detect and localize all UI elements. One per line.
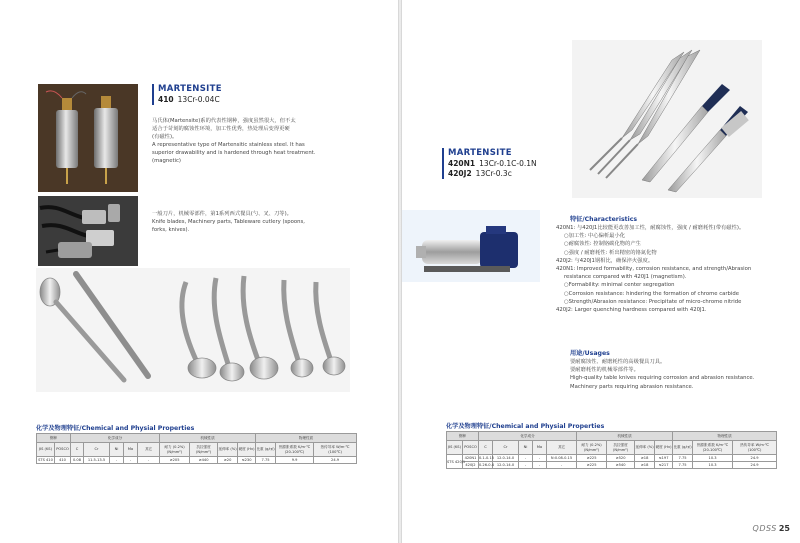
properties-table — [36, 433, 357, 464]
table-cell: ≤230 — [238, 457, 256, 464]
description-text — [152, 117, 352, 165]
table-row — [37, 457, 357, 464]
grade-line — [448, 159, 537, 169]
table-cell: - — [110, 457, 124, 464]
table-row — [447, 455, 777, 462]
table-cell: N:0.08-0.15 — [547, 455, 577, 462]
table-cell: 410 — [55, 457, 71, 464]
usages-cn-line: 要耐腐蚀性、耐磨耗性的高级餐具刀具。 — [570, 359, 666, 365]
group-header-row — [447, 432, 777, 441]
cutlery-ladles-photo — [36, 268, 350, 392]
usages-cn-line: 要耐磨耗性的机械零部件等。 — [570, 367, 639, 374]
table-cell: 24.9 — [314, 457, 357, 464]
ladles-illustration — [36, 268, 350, 392]
table-cell: 0.26-0.4 — [479, 463, 495, 467]
group-header-chemical: 化学成分 — [479, 432, 577, 441]
characteristics-cn-line: 420N1: 与420J1比较能更改善加工性，耐腐蚀性，强度 / 耐磨耗性(带有磁性)。 — [556, 225, 745, 231]
table-cell: 12.0-14.0 — [493, 455, 519, 462]
grade-code: 420N1 — [448, 159, 476, 168]
grade-line — [448, 169, 537, 179]
table-cell: ≥205 — [160, 457, 190, 464]
characteristics-title: 特征/Characteristics — [570, 216, 638, 223]
description-cn-line: 适合于苛刻的腐蚀性环境，加工性优秀，热处理后变得更硬 — [152, 126, 290, 132]
left-page — [0, 0, 398, 543]
cylinder-parts-photo — [38, 84, 138, 192]
applications-en-line: Knife blades, Machinery parts, Tableware cutlery (spoons, — [152, 219, 305, 225]
grade-line — [158, 95, 222, 105]
description-en-line: superior drawability and is hardened through heat treatment. — [152, 150, 316, 156]
usages-en-line: Machinery parts requiring abrasion resistance. — [570, 383, 694, 390]
col-header: Ni — [110, 443, 124, 457]
characteristics-en-line: ○Formability: minimal center segregation — [564, 282, 675, 289]
heading-title: MARTENSITE — [448, 148, 512, 158]
table-cell: - — [519, 462, 533, 469]
col-header: Ni — [519, 441, 533, 455]
grade-composition: 13Cr-0.1C-0.1N — [479, 159, 537, 168]
table-cell: ≥18 — [635, 455, 655, 462]
column-header-row — [37, 443, 357, 457]
col-header: 硬度 (Hv) — [238, 443, 256, 457]
col-header: 抗拉强度 (N/mm²) — [190, 443, 218, 457]
col-header: JIS (KS) — [37, 443, 55, 457]
column-header-row — [447, 441, 777, 455]
group-header-physical: 物理性质 — [256, 434, 357, 443]
table-cell: ≥225 — [577, 455, 607, 462]
col-header: 热传导率 W/m·℃ (100℃) — [314, 443, 357, 457]
col-header: 热膨胀系数 K/m·℃ (20-100℃) — [693, 441, 733, 455]
group-header-chemical: 化学成分 — [71, 434, 160, 443]
table-cell: 7.75 — [256, 457, 276, 464]
col-header: 耐力 (0.2%) (N/mm²) — [577, 441, 607, 455]
group-header-steel: 钢种 — [37, 434, 71, 443]
group-header-mechanical: 机械性质 — [160, 434, 256, 443]
col-header: C — [479, 441, 493, 455]
table-cell: STS 410 — [38, 458, 53, 462]
col-header: 耐力 (0.2%) (N/mm²) — [160, 443, 190, 457]
cylinder-parts-illustration — [38, 84, 138, 192]
table-cell: - — [519, 455, 533, 462]
table-cell: ≤197 — [655, 455, 673, 462]
characteristics-en-line: 420N1: Improved formability, corrosion resistance, and strength/Abrasion — [556, 266, 752, 273]
table-cell: ≥520 — [607, 455, 635, 462]
characteristics-text — [556, 224, 796, 314]
brand-mark: QDSS — [752, 524, 777, 533]
table-cell: 12.0-14.0 — [493, 462, 519, 469]
pump-photo — [402, 210, 540, 282]
col-header: 比重 (g/㎤) — [256, 443, 276, 457]
col-header: Cr — [84, 443, 110, 457]
characteristics-en-line: ○Strength/Abrasion resistance: Precipitate of micro-chrome nitride — [564, 298, 742, 305]
connector-illustration — [38, 196, 138, 266]
table-cell: 24.9 — [733, 462, 777, 469]
table-cell: - — [533, 455, 547, 462]
characteristics-cn-line: 420J2: 与420J1钢相比，确保淬火强度。 — [556, 257, 654, 264]
usages-title: 用途/Usages — [570, 350, 610, 357]
properties-table — [446, 431, 777, 469]
usages-text — [570, 358, 796, 391]
page-number — [753, 524, 790, 533]
col-header: 延伸率 (%) — [635, 441, 655, 455]
pump-illustration — [402, 210, 540, 282]
col-header: 抗拉强度 (N/mm²) — [607, 441, 635, 455]
col-header: 其它 — [138, 443, 160, 457]
applications-en-line: forks, knives). — [152, 227, 190, 233]
table-cell: - — [124, 457, 138, 464]
properties-section-title: 化学及物理特征/Chemical and Physial Properties — [36, 425, 195, 432]
table-cell: 7.75 — [673, 455, 693, 462]
characteristics-cn-line: ○加工性: 中心偏析最小化 — [564, 233, 626, 240]
grade-composition: 13Cr-0.3c — [475, 169, 512, 178]
usages-en-line: High-quality table knives requiring corrosion and abrasion resistance. — [570, 375, 755, 382]
properties-section-title: 化学及物理特征/Chemical and Physial Properties — [446, 423, 605, 430]
right-page — [402, 0, 800, 543]
characteristics-en-line: resistance compared with 420J1 (magnetism). — [564, 274, 687, 281]
description-en-line: (magnetic) — [152, 158, 181, 164]
group-header-steel: 钢种 — [447, 432, 479, 441]
table-cell: 10.3 — [693, 455, 733, 462]
table-cell: STS 420J1 — [447, 455, 463, 469]
description-en-line: A representative type of Martensitic stainless steel. It has — [152, 142, 305, 148]
col-header: 比重 (g/㎤) — [673, 441, 693, 455]
martensite-420-heading — [442, 148, 537, 179]
col-header: 硬度 (Hv) — [655, 441, 673, 455]
martensite-410-heading — [152, 84, 222, 105]
col-header: 其它 — [547, 441, 577, 455]
grade-composition: 13Cr-0.04C — [177, 95, 220, 104]
table-cell: 11.5-13.5 — [84, 457, 110, 464]
characteristics-cn-line: ○耐腐蚀性: 控制铬碳化物的产生 — [564, 241, 641, 248]
table-cell: ≥540 — [607, 462, 635, 469]
col-header: Cr — [493, 441, 519, 455]
table-cell: ≤217 — [655, 462, 673, 469]
col-header: Mo — [124, 443, 138, 457]
group-header-physical: 物理性质 — [673, 432, 777, 441]
characteristics-cn-line: ○强度 / 耐磨耗性: 析出精密的铬氮化物 — [564, 249, 657, 256]
table-cell: - — [138, 457, 160, 464]
col-header: POSCO — [55, 443, 71, 457]
connector-cable-photo — [38, 196, 138, 266]
table-cell: ≥440 — [190, 457, 218, 464]
knives-illustration — [572, 40, 762, 198]
description-cn-line: 马氏体(Martensite)系的代表性钢种，强度虽然很大，但不太 — [152, 118, 296, 124]
col-header: C — [71, 443, 84, 457]
heading-title: MARTENSITE — [158, 84, 222, 94]
applications-cn-line: 一般刀片，机械零部件，第1系列西式餐具(勺、叉、刀等)。 — [152, 211, 292, 217]
col-header: POSCO — [463, 441, 479, 455]
table-cell: 0.1-0.15 — [479, 456, 495, 460]
col-header: 热膨胀系数 K/m·℃ (20-100℃) — [276, 443, 314, 457]
table-cell: 7.75 — [673, 462, 693, 469]
forks-knives-photo — [572, 40, 762, 198]
grade-code: 420J2 — [448, 169, 472, 178]
table-row — [447, 462, 777, 469]
table-cell: 24.9 — [733, 455, 777, 462]
table-cell: ≥225 — [577, 462, 607, 469]
group-header-row — [37, 434, 357, 443]
table-cell: ≥18 — [635, 462, 655, 469]
grade-code: 410 — [158, 95, 174, 104]
table-cell: 420J2 — [463, 462, 479, 469]
table-cell: - — [547, 462, 577, 469]
page-number-value: 25 — [778, 524, 790, 533]
table-cell: 10.3 — [693, 462, 733, 469]
characteristics-en-line: 420J2: Larger quenching hardness compared with 420J1. — [556, 307, 707, 314]
col-header: 延伸率 (%) — [218, 443, 238, 457]
characteristics-en-line: ○Corrosion resistance: hindering the formation of chrome carbide — [564, 290, 740, 297]
col-header: Mo — [533, 441, 547, 455]
table-cell: ≥20 — [218, 457, 238, 464]
table-cell: 420N1 — [463, 455, 479, 462]
description-cn-line: (有磁性)。 — [152, 134, 178, 140]
table-cell: - — [533, 462, 547, 469]
group-header-mechanical: 机械性质 — [577, 432, 673, 441]
table-cell: 0.08 — [71, 457, 84, 464]
col-header: 热传导率 W/m·℃ (100℃) — [733, 441, 777, 455]
col-header: JIS (KS) — [447, 441, 463, 455]
table-cell: 9.9 — [276, 457, 314, 464]
applications-text — [152, 210, 352, 234]
